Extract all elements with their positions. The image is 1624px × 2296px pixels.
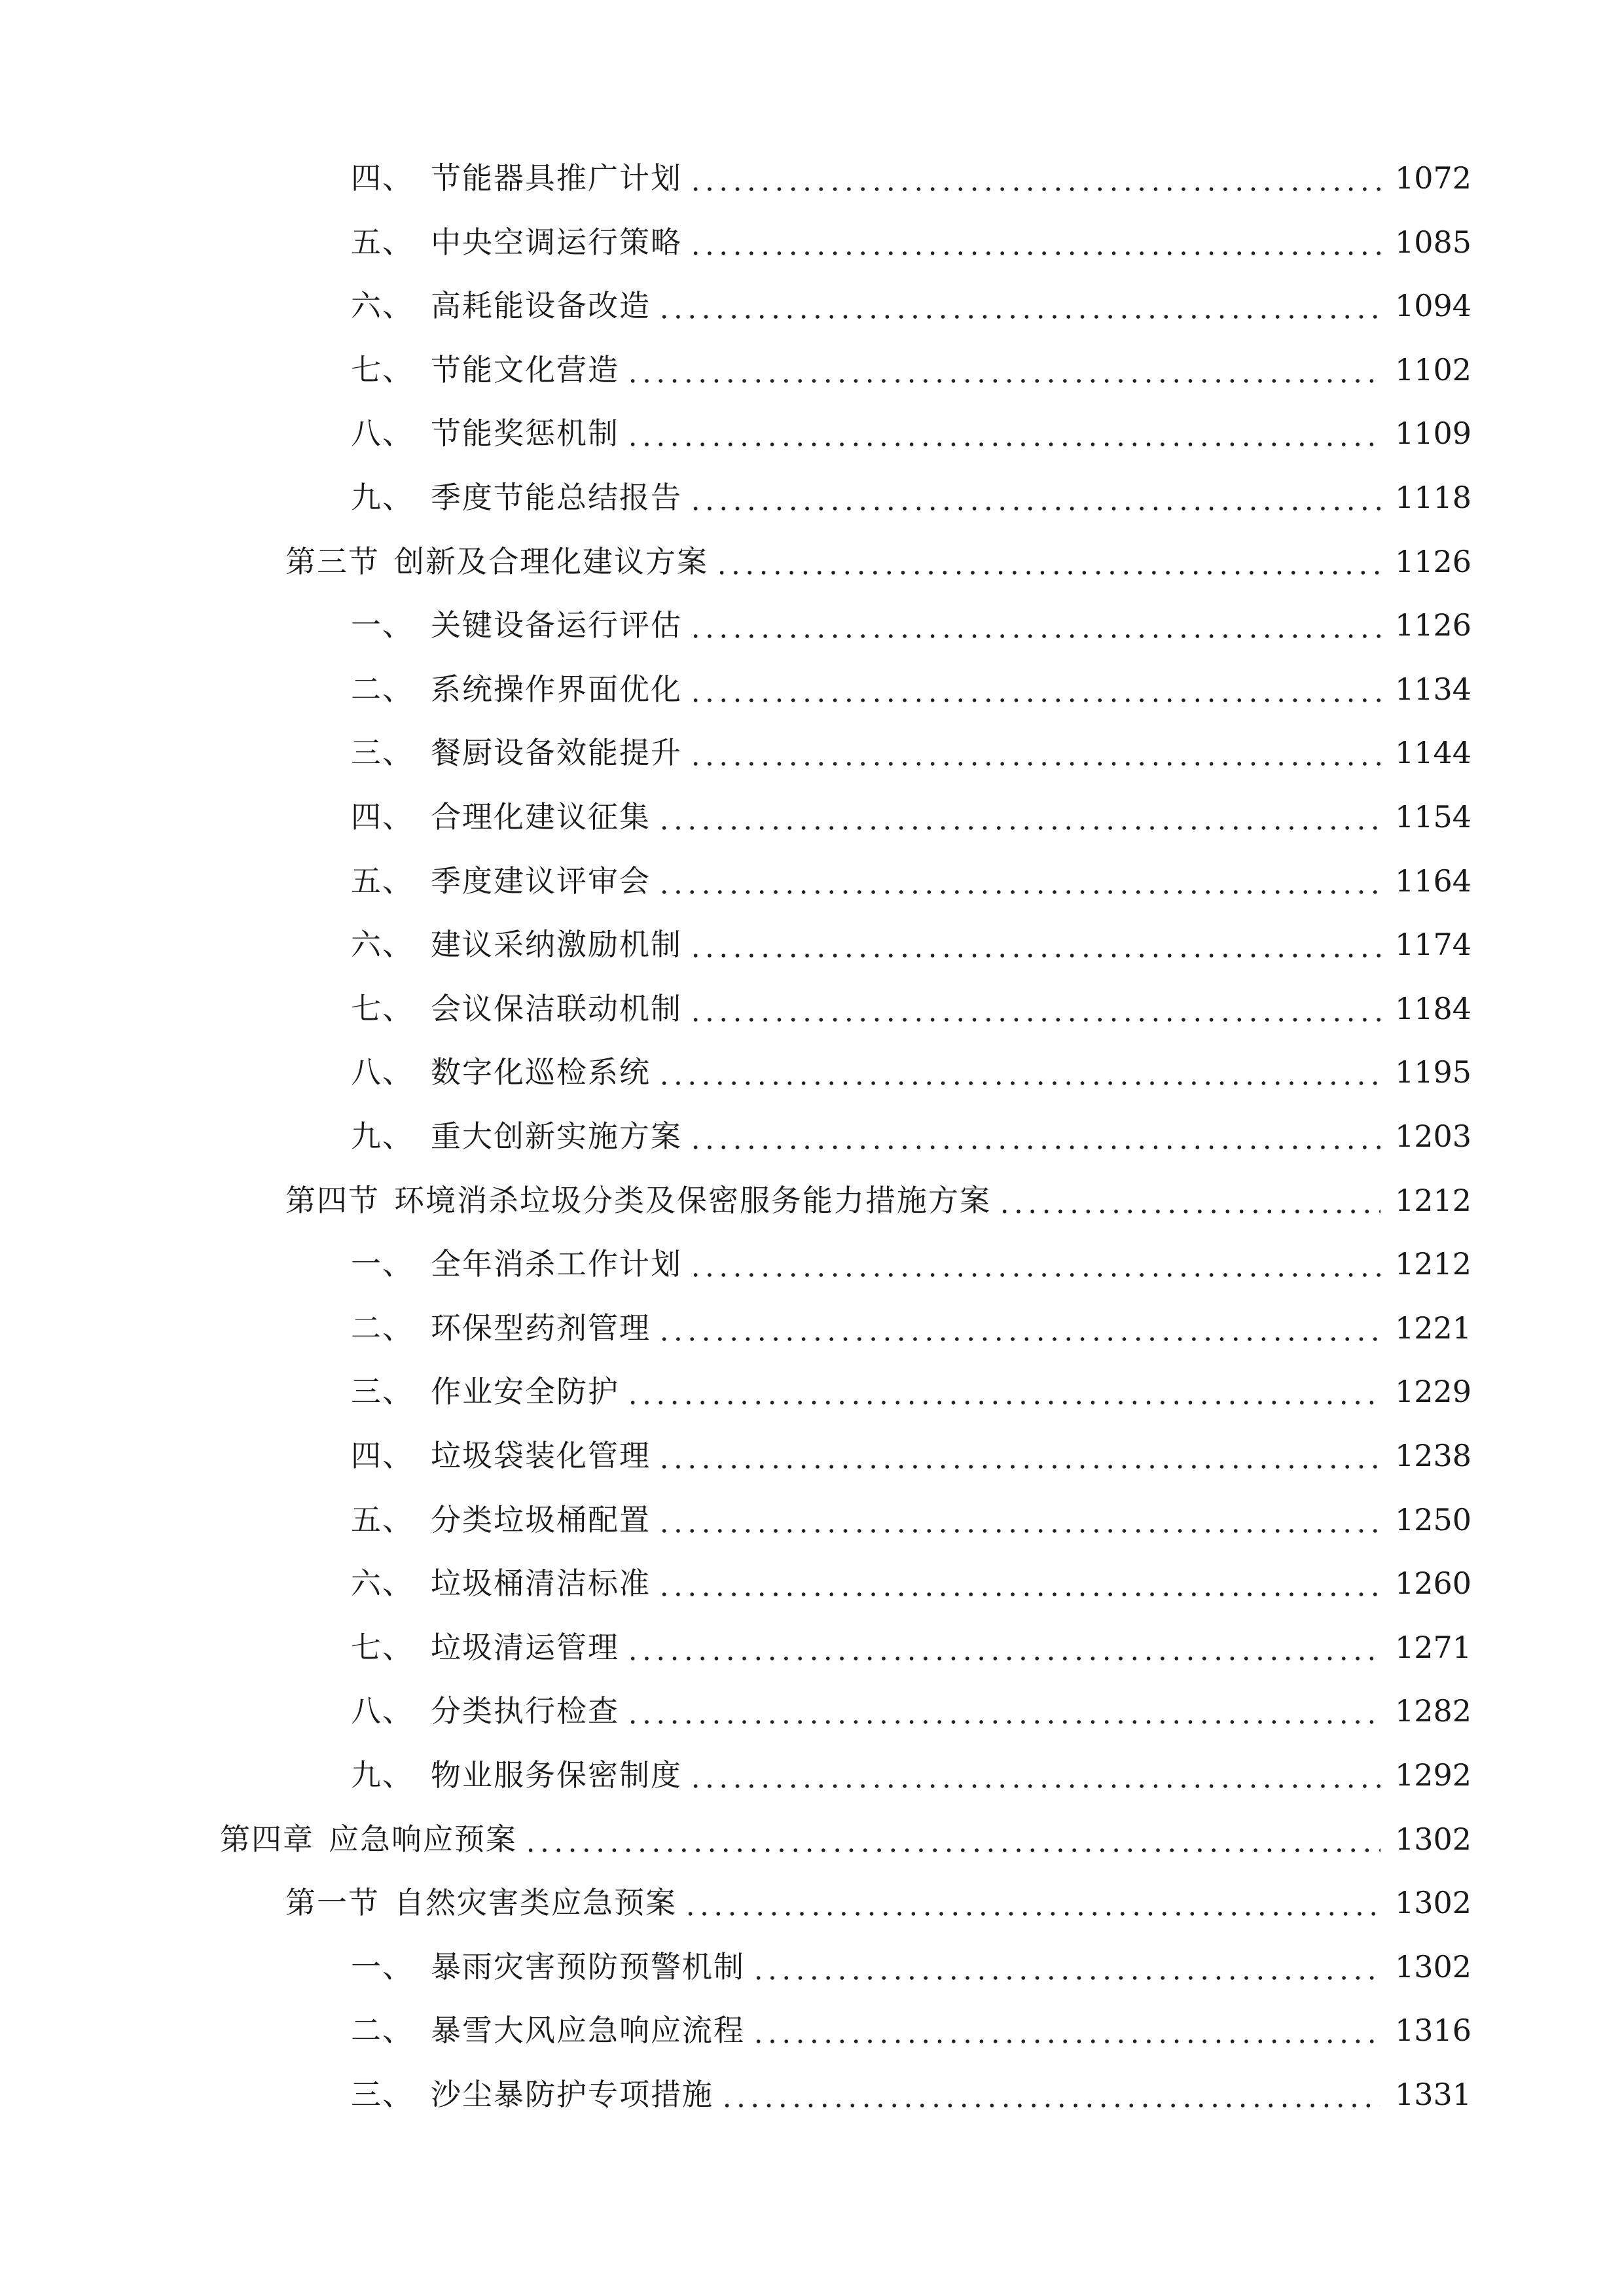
dot-leader <box>689 632 1380 640</box>
toc-entry-page-number: 1134 <box>1395 671 1472 707</box>
toc-entry-title: 关键设备运行评估 <box>431 607 682 643</box>
toc-entry-number: 一、 <box>351 1948 414 1984</box>
dot-leader <box>689 952 1380 960</box>
toc-entry-title: 节能器具推广计划 <box>431 160 682 196</box>
toc-entry-section[interactable] <box>285 1169 1472 1232</box>
dot-leader <box>720 2102 1380 2109</box>
dot-leader <box>657 1079 1380 1087</box>
toc-entry-item[interactable] <box>351 1679 1472 1742</box>
toc-entry-number: 四、 <box>351 799 414 834</box>
toc-entry-number: 第一节 <box>285 1885 380 1921</box>
dot-leader <box>626 440 1380 448</box>
dot-leader <box>657 824 1380 832</box>
dot-leader <box>689 696 1380 704</box>
toc-entry-number: 六、 <box>351 288 414 324</box>
toc-entry-number: 第三节 <box>285 543 380 579</box>
toc-entry-page-number: 1184 <box>1395 990 1472 1026</box>
toc-entry-page-number: 1094 <box>1395 288 1472 324</box>
toc-entry-page-number: 1260 <box>1395 1566 1472 1602</box>
toc-entry-number: 六、 <box>351 1566 414 1602</box>
toc-entry-item[interactable] <box>351 1105 1472 1168</box>
toc-entry-number: 六、 <box>351 927 414 963</box>
toc-entry-title: 垃圾桶清洁标准 <box>431 1566 651 1602</box>
toc-entry-title: 沙尘暴防护专项措施 <box>431 2077 713 2112</box>
dot-leader <box>524 1846 1380 1854</box>
dot-leader <box>657 1463 1380 1471</box>
toc-entry-number: 五、 <box>351 863 414 899</box>
toc-entry-page-number: 1102 <box>1395 351 1472 387</box>
toc-entry-item[interactable] <box>351 211 1472 274</box>
toc-entry-number: 八、 <box>351 416 414 452</box>
dot-leader <box>689 505 1380 512</box>
toc-entry-number: 七、 <box>351 990 414 1026</box>
toc-entry-number: 二、 <box>351 671 414 707</box>
toc-entry-number: 一、 <box>351 607 414 643</box>
toc-entry-title: 会议保洁联动机制 <box>431 990 682 1026</box>
toc-entry-title: 环保型药剂管理 <box>431 1310 651 1346</box>
toc-entry-number: 五、 <box>351 1501 414 1537</box>
toc-entry-number: 二、 <box>351 2013 414 2049</box>
dot-leader <box>683 1910 1380 1918</box>
dot-leader <box>689 1143 1380 1151</box>
toc-entry-page-number: 1164 <box>1395 863 1472 899</box>
toc-entry-page-number: 1174 <box>1395 927 1472 963</box>
toc-entry-item[interactable] <box>351 147 1472 209</box>
toc-entry-item[interactable] <box>351 1488 1472 1551</box>
dot-leader <box>626 1399 1380 1407</box>
toc-entry-item[interactable] <box>351 466 1472 529</box>
toc-entry-number: 四、 <box>351 1438 414 1473</box>
toc-entry-page-number: 1271 <box>1395 1629 1472 1665</box>
toc-entry-item[interactable] <box>351 1616 1472 1679</box>
toc-entry-number: 八、 <box>351 1693 414 1729</box>
toc-entry-page-number: 1126 <box>1395 543 1472 579</box>
dot-leader <box>657 1527 1380 1535</box>
toc-entry-item[interactable] <box>351 1999 1472 2062</box>
toc-entry-page-number: 1195 <box>1395 1054 1472 1090</box>
toc-entry-title: 分类执行检查 <box>431 1693 619 1729</box>
toc-entry-title: 全年消杀工作计划 <box>431 1246 682 1282</box>
toc-entry-number: 四、 <box>351 160 414 196</box>
toc-entry-page-number: 1282 <box>1395 1693 1472 1729</box>
dot-leader <box>689 1271 1380 1279</box>
toc-entry-page-number: 1118 <box>1395 480 1472 515</box>
toc-entry-title: 垃圾袋装化管理 <box>431 1438 651 1473</box>
toc-entry-item[interactable] <box>351 338 1472 401</box>
dot-leader <box>657 1335 1380 1343</box>
toc-entry-page-number: 1109 <box>1395 416 1472 452</box>
toc-entry-title: 合理化建议征集 <box>431 799 651 834</box>
toc-entry-title: 环境消杀垃圾分类及保密服务能力措施方案 <box>394 1182 991 1218</box>
toc-entry-title: 垃圾清运管理 <box>431 1629 619 1665</box>
toc-entry-number: 五、 <box>351 224 414 260</box>
toc-entry-number: 第四章 <box>220 1821 314 1857</box>
toc-entry-item[interactable] <box>351 594 1472 656</box>
toc-entry-page-number: 1302 <box>1395 1821 1472 1857</box>
toc-entry-item[interactable] <box>351 658 1472 721</box>
dot-leader <box>657 888 1380 896</box>
toc-entry-page-number: 1302 <box>1395 1885 1472 1921</box>
toc-entry-item[interactable] <box>351 1232 1472 1295</box>
toc-entry-item[interactable] <box>351 1552 1472 1615</box>
dot-leader <box>689 185 1380 193</box>
toc-entry-page-number: 1212 <box>1395 1182 1472 1218</box>
toc-entry-number: 九、 <box>351 1119 414 1154</box>
dot-leader <box>626 1655 1380 1662</box>
toc-entry-title: 暴雪大风应急响应流程 <box>431 2013 745 2049</box>
toc-entry-page-number: 1302 <box>1395 1948 1472 1984</box>
toc-entry-title: 系统操作界面优化 <box>431 671 682 707</box>
toc-entry-section[interactable] <box>285 530 1472 593</box>
dot-leader <box>998 1208 1380 1215</box>
toc-entry-page-number: 1292 <box>1395 1757 1472 1793</box>
toc-entry-page-number: 1072 <box>1395 160 1472 196</box>
toc-entry-title: 中央空调运行策略 <box>431 224 682 260</box>
toc-entry-title: 物业服务保密制度 <box>431 1757 682 1793</box>
dot-leader <box>626 377 1380 385</box>
toc-entry-item[interactable] <box>351 274 1472 337</box>
toc-entry-number: 七、 <box>351 1629 414 1665</box>
toc-entry-number: 三、 <box>351 1374 414 1410</box>
toc-entry-item[interactable] <box>351 721 1472 784</box>
toc-entry-page-number: 1316 <box>1395 2013 1472 2049</box>
toc-entry-page-number: 1126 <box>1395 607 1472 643</box>
toc-entry-title: 自然灾害类应急预案 <box>394 1885 677 1921</box>
dot-leader <box>715 569 1380 577</box>
toc-entry-title: 重大创新实施方案 <box>431 1119 682 1154</box>
toc-entry-page-number: 1331 <box>1395 2077 1472 2112</box>
toc-entry-number: 一、 <box>351 1246 414 1282</box>
toc-entry-title: 季度建议评审会 <box>431 863 651 899</box>
toc-entry-number: 二、 <box>351 1310 414 1346</box>
toc-entry-title: 餐厨设备效能提升 <box>431 735 682 771</box>
toc-entry-item[interactable] <box>351 850 1472 912</box>
dot-leader <box>689 249 1380 257</box>
toc-entry-item[interactable] <box>351 1424 1472 1487</box>
toc-entry-page-number: 1221 <box>1395 1310 1472 1346</box>
toc-entry-title: 节能奖惩机制 <box>431 416 619 452</box>
toc-entry-number: 九、 <box>351 1757 414 1793</box>
toc-entry-page-number: 1250 <box>1395 1501 1472 1537</box>
toc-entry-page-number: 1203 <box>1395 1119 1472 1154</box>
toc-entry-title: 建议采纳激励机制 <box>431 927 682 963</box>
toc-entry-title: 节能文化营造 <box>431 351 619 387</box>
toc-entry-item[interactable] <box>351 977 1472 1040</box>
toc-entry-title: 作业安全防护 <box>431 1374 619 1410</box>
toc-entry-item[interactable] <box>351 1744 1472 1806</box>
toc-entry-page-number: 1238 <box>1395 1438 1472 1473</box>
toc-entry-title: 高耗能设备改造 <box>431 288 651 324</box>
toc-entry-page-number: 1085 <box>1395 224 1472 260</box>
dot-leader <box>751 1974 1380 1982</box>
toc-entry-item[interactable] <box>351 1041 1472 1103</box>
dot-leader <box>689 1016 1380 1024</box>
dot-leader <box>751 2037 1380 2045</box>
toc-entry-item[interactable] <box>351 1360 1472 1423</box>
toc-entry-number: 七、 <box>351 351 414 387</box>
toc-entry-page-number: 1154 <box>1395 799 1472 834</box>
toc-entry-page-number: 1229 <box>1395 1374 1472 1410</box>
toc-entry-page-number: 1144 <box>1395 735 1472 771</box>
dot-leader <box>689 1782 1380 1790</box>
toc-entry-number: 八、 <box>351 1054 414 1090</box>
dot-leader <box>657 313 1380 321</box>
dot-leader <box>657 1590 1380 1598</box>
toc-entry-page-number: 1212 <box>1395 1246 1472 1282</box>
toc-entry-title: 创新及合理化建议方案 <box>394 543 708 579</box>
toc-entry-number: 三、 <box>351 2077 414 2112</box>
toc-entry-title: 暴雨灾害预防预警机制 <box>431 1948 745 1984</box>
toc-entry-item[interactable] <box>351 1935 1472 1998</box>
toc-entry-chapter[interactable] <box>220 1808 1472 1871</box>
toc-entry-item[interactable] <box>351 402 1472 465</box>
dot-leader <box>626 1718 1380 1726</box>
toc-entry-number: 九、 <box>351 480 414 515</box>
toc-entry-title: 分类垃圾桶配置 <box>431 1501 651 1537</box>
toc-entry-title: 应急响应预案 <box>329 1821 517 1857</box>
toc-entry-item[interactable] <box>351 785 1472 848</box>
toc-entry-item[interactable] <box>351 1297 1472 1359</box>
toc-entry-title: 季度节能总结报告 <box>431 480 682 515</box>
toc-entry-item[interactable] <box>351 913 1472 976</box>
dot-leader <box>689 760 1380 768</box>
toc-entry-number: 三、 <box>351 735 414 771</box>
toc-entry-title: 数字化巡检系统 <box>431 1054 651 1090</box>
toc-entry-item[interactable] <box>351 2063 1472 2126</box>
toc-entry-number: 第四节 <box>285 1182 380 1218</box>
toc-entry-section[interactable] <box>285 1871 1472 1934</box>
